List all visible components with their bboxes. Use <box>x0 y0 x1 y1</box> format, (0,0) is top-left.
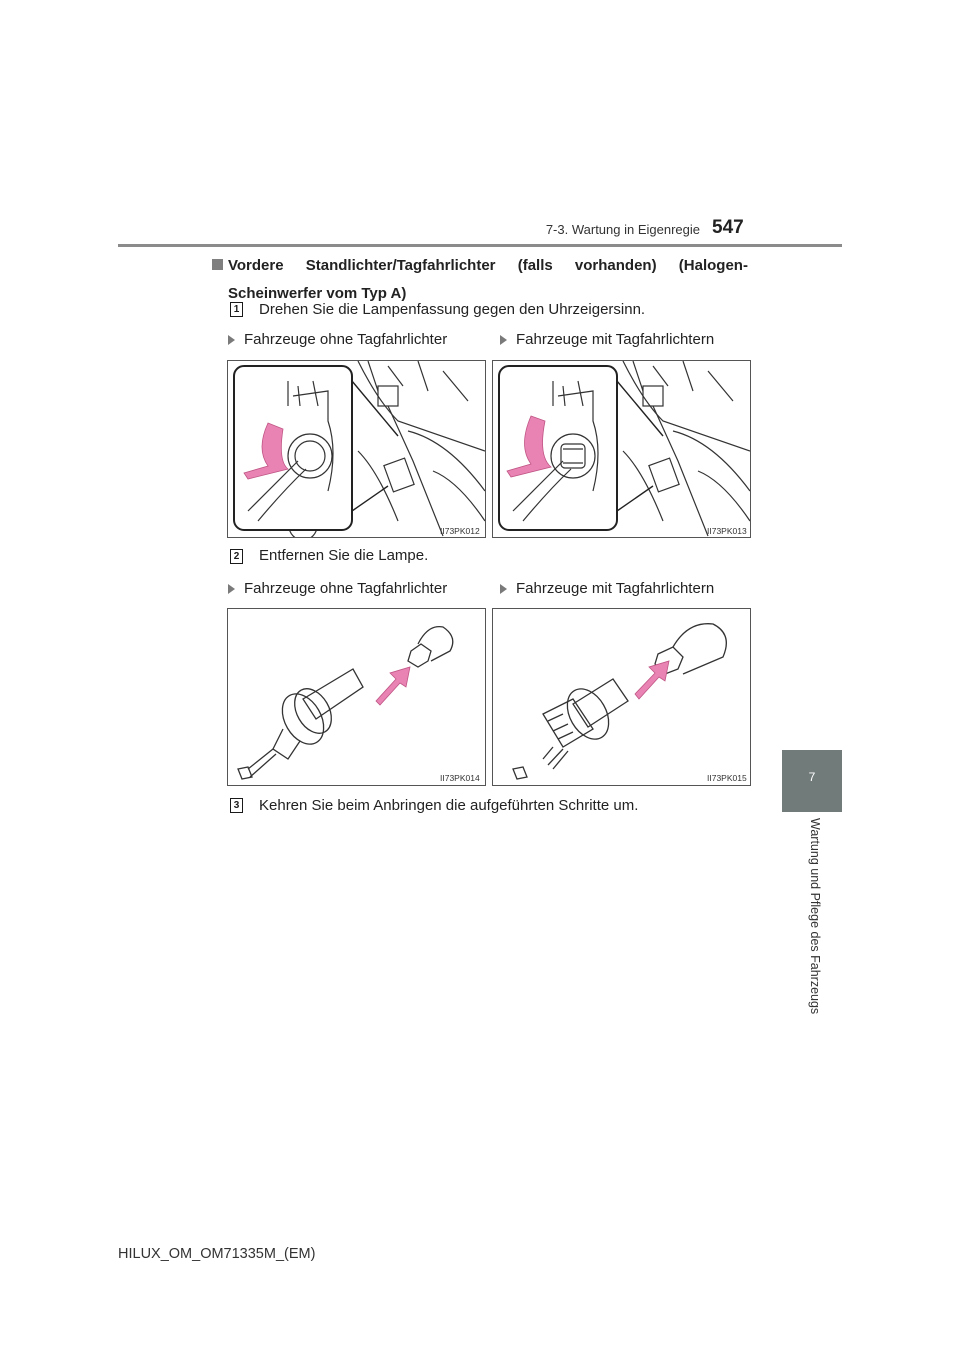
triangle-bullet-icon <box>500 335 507 345</box>
zoom-inset <box>499 366 663 530</box>
caption-without-drl-1 <box>228 331 447 348</box>
socket-rotate-illustration <box>228 361 485 537</box>
chapter-number: 7 <box>808 770 816 784</box>
heading-line-2: Scheinwerfer vom Typ A) <box>228 285 407 302</box>
caption-label: Fahrzeuge ohne Tagfahrlichter <box>244 331 448 348</box>
zoom-inset <box>234 366 398 530</box>
step-1-text: Drehen Sie die Lampenfassung gegen den Uhrzeigersinn. <box>259 301 646 318</box>
step-3-text: Kehren Sie beim Anbringen die aufgeführten Schritte um. <box>259 797 639 814</box>
caption-label: Fahrzeuge mit Tagfahrlichtern <box>516 580 715 597</box>
heading-word: Vordere <box>228 257 284 274</box>
heading-word: (Halogen- <box>678 257 748 274</box>
caption-label: Fahrzeuge ohne Tagfahrlichter <box>244 580 448 597</box>
section-title: 7-3. Wartung in Eigenregie <box>545 222 700 237</box>
chapter-tab <box>782 750 842 812</box>
step-2-text: Entfernen Sie die Lampe. <box>259 547 429 564</box>
figure-bulb-with-drl <box>492 608 751 786</box>
figure-bulb-without-drl <box>227 608 486 786</box>
heading-word: Standlichter/Tagfahrlichter <box>305 257 496 274</box>
chapter-title: Wartung und Pflege des Fahrzeugs <box>808 818 822 1015</box>
heading-word: vorhanden) <box>574 257 657 274</box>
heading-line-1 <box>228 252 748 280</box>
figure-code: II73PK012 <box>440 526 480 536</box>
heading-bullet-icon <box>212 259 223 270</box>
figure-code: II73PK014 <box>440 773 480 783</box>
step-1-badge: 1 <box>230 302 243 317</box>
triangle-bullet-icon <box>500 584 507 594</box>
socket-rotate-illustration <box>493 361 750 537</box>
header-rule <box>118 244 842 247</box>
bulb-remove-illustration <box>493 609 750 785</box>
step-2-badge: 2 <box>230 549 243 564</box>
caption-with-drl-1 <box>500 331 714 348</box>
figure-socket-without-drl <box>227 360 486 538</box>
bulb-remove-illustration <box>228 609 485 785</box>
section-heading <box>228 252 748 308</box>
figure-socket-with-drl <box>492 360 751 538</box>
caption-without-drl-2 <box>228 580 447 597</box>
triangle-bullet-icon <box>228 335 235 345</box>
caption-label: Fahrzeuge mit Tagfahrlichtern <box>516 331 715 348</box>
figure-code: II73PK015 <box>707 773 747 783</box>
step-3-badge: 3 <box>230 798 243 813</box>
triangle-bullet-icon <box>228 584 235 594</box>
heading-word: (falls <box>517 257 553 274</box>
document-code: HILUX_OM_OM71335M_(EM) <box>118 1246 316 1262</box>
figure-code: II73PK013 <box>707 526 747 536</box>
caption-with-drl-2 <box>500 580 714 597</box>
page-number: 547 <box>712 217 744 238</box>
remove-arrow-icon <box>635 661 669 699</box>
remove-arrow-icon <box>376 667 410 705</box>
